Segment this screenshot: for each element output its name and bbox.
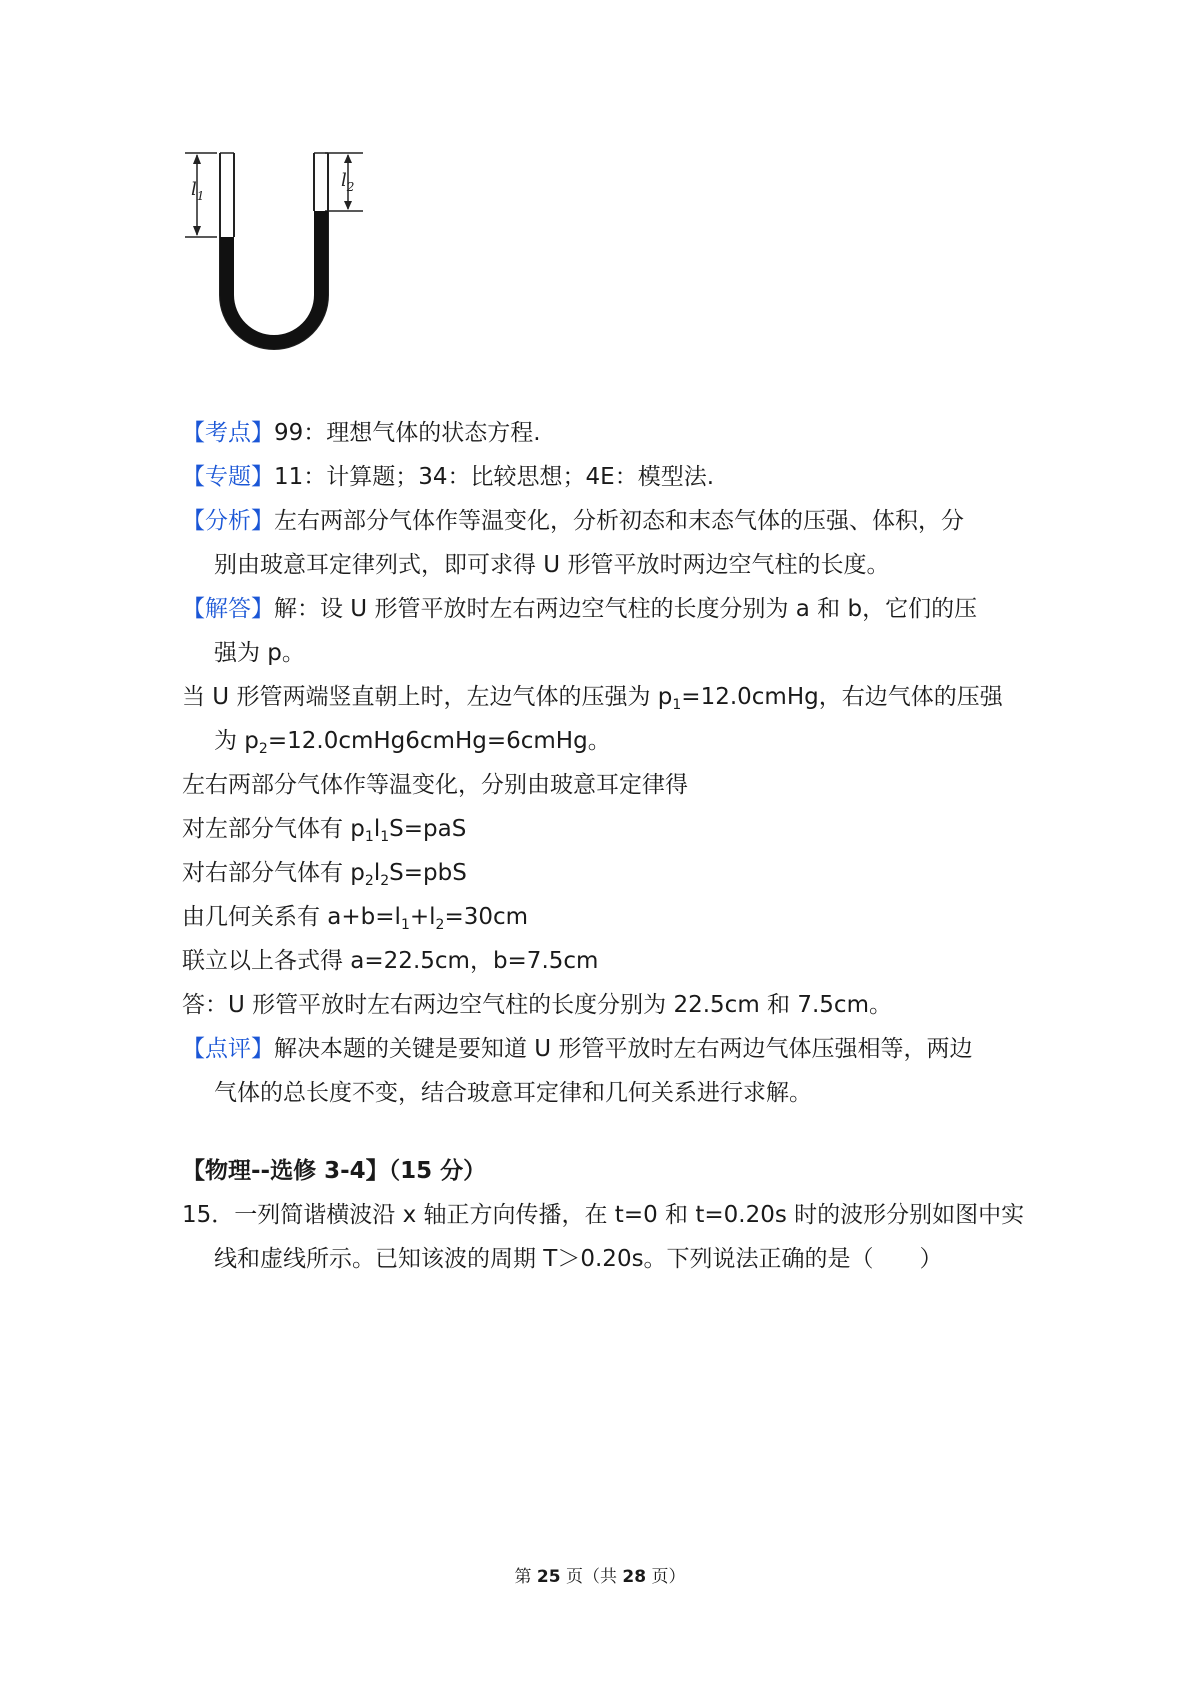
mercury-column (220, 211, 328, 349)
section-title: 【物理--选修 3-4】（15 分） (182, 1158, 487, 1184)
page-footer: 第 25 页（共 28 页） (514, 1567, 686, 1587)
solution-line-10: 答：U 形管平放时左右两边空气柱的长度分别为 22.5cm 和 7.5cm。 (182, 992, 892, 1018)
kaodian-tag: 【考点】 (182, 420, 274, 446)
label-l2: $l_2$ (341, 170, 355, 194)
zhuanti-text: 11：计算题；34：比较思想；4E：模型法. (274, 464, 715, 490)
solution-line-3: 当 U 形管两端竖直朝上时，左边气体的压强为 $p_1=12.0cmHg$，右边气体的压强 (182, 684, 1003, 713)
zhuanti-tag: 【专题】 (182, 464, 274, 490)
fenxi-line-2: 别由玻意耳定律列式，即可求得 U 形管平放时两边空气柱的长度。 (214, 552, 890, 578)
dianping-tag: 【点评】 (182, 1036, 274, 1062)
solution-line-4: 为 $p_2=12.0cmHg﻿6cmHg=6cmHg$。 (214, 728, 611, 757)
fenxi-line-1: 【分析】左右两部分气体作等温变化，分析初态和末态气体的压强、体积，分 (182, 508, 964, 534)
question-line-2: 线和虚线所示。已知该波的周期 T＞0.20s。下列说法正确的是（ ） (214, 1246, 943, 1272)
solution-line-9: 联立以上各式得 a=22.5cm，b=7.5cm (182, 948, 599, 974)
zhuanti-line (182, 462, 714, 492)
dianping-line-1: 【点评】解决本题的关键是要知道 U 形管平放时左右两边气体压强相等，两边 (182, 1036, 973, 1062)
kaodian-line (182, 418, 541, 448)
solution-line-5: 左右两部分气体作等温变化，分别由玻意耳定律得 (182, 772, 688, 798)
jieda-line-2: 强为 p。 (214, 640, 305, 666)
jieda-line-1: 【解答】解：设 U 形管平放时左右两边空气柱的长度分别为 a 和 b，它们的压 (182, 596, 978, 622)
kaodian-text: 99：理想气体的状态方程. (274, 420, 541, 446)
solution-line-6: 对左部分气体有 $p_1l_1S=paS$ (182, 816, 467, 845)
total-pages: 28 (622, 1567, 647, 1587)
label-l1: $l_1$ (191, 179, 205, 203)
solution-line-7: 对右部分气体有 $p_2l_2S=pbS$ (182, 860, 467, 889)
page-number: 25 (536, 1567, 561, 1587)
u-tube-figure (175, 150, 415, 390)
fenxi-tag: 【分析】 (182, 508, 274, 534)
solution-line-8: 由几何关系有 $a+b=l_1+l_2=30cm$ (182, 904, 529, 933)
question-line-1: 15．一列简谐横波沿 x 轴正方向传播，在 t=0 和 t=0.20s 时的波形分别如图中实 (182, 1202, 1025, 1228)
dianping-line-2: 气体的总长度不变，结合玻意耳定律和几何关系进行求解。 (214, 1080, 812, 1106)
jieda-tag: 【解答】 (182, 596, 274, 622)
